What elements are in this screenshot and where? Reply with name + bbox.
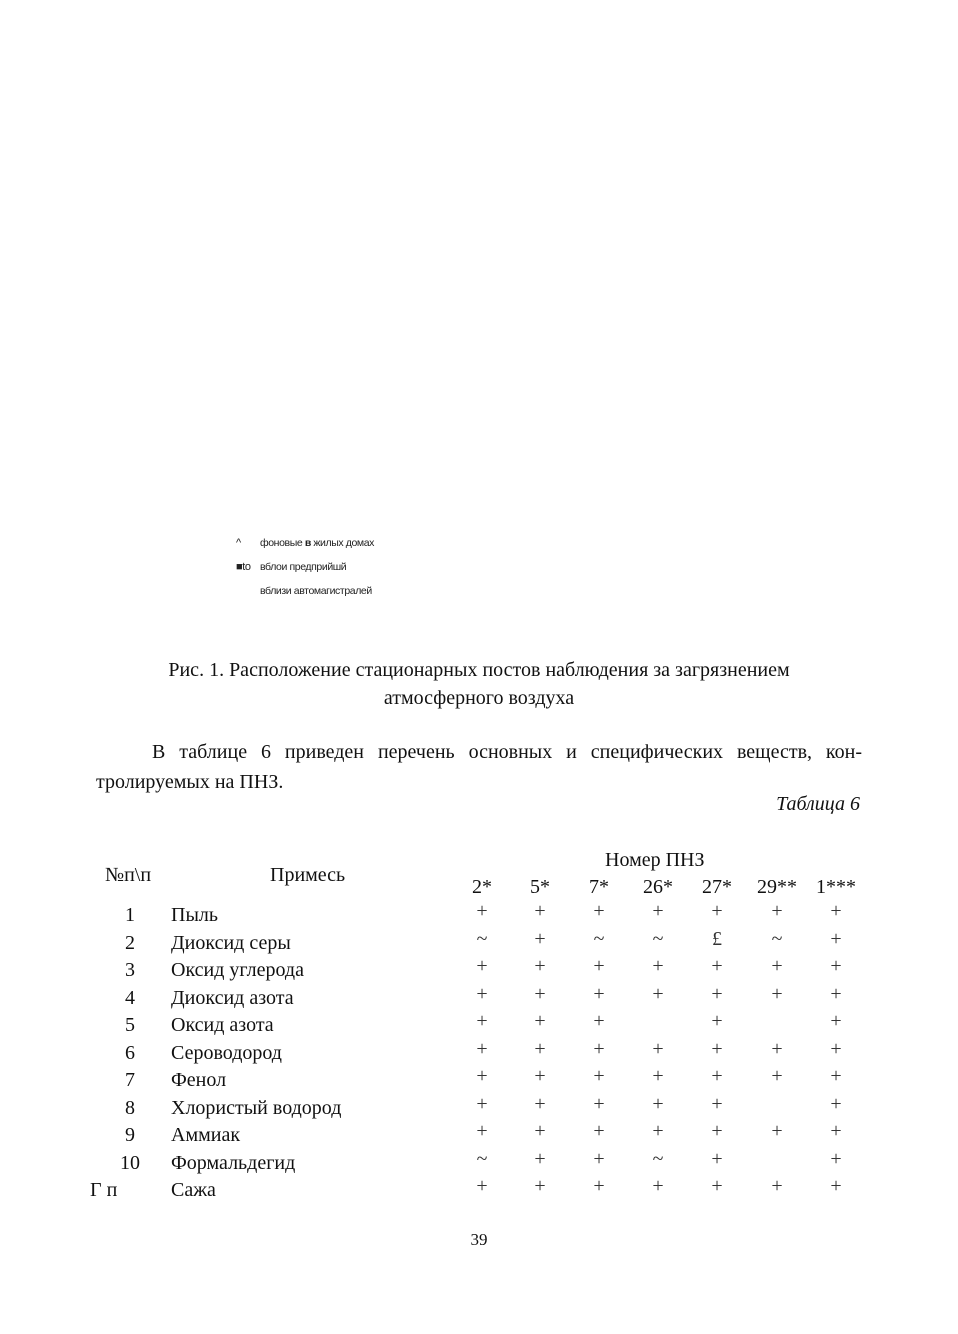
substance-name: Пыль bbox=[171, 904, 218, 926]
figure-caption-line-2: атмосферного воздуха bbox=[383, 687, 575, 709]
presence-mark: ~ bbox=[652, 927, 664, 950]
row-number: 8 bbox=[125, 1096, 135, 1119]
figure-caption bbox=[96, 656, 862, 712]
presence-mark: + bbox=[771, 955, 783, 977]
presence-mark: + bbox=[534, 1175, 546, 1197]
presence-mark: + bbox=[652, 1120, 664, 1142]
row-number: 4 bbox=[125, 986, 135, 1009]
post-number-header: 1*** bbox=[816, 876, 856, 898]
presence-mark: + bbox=[830, 1092, 842, 1115]
presence-mark: ~ bbox=[476, 927, 488, 950]
post-number-header: 7* bbox=[589, 876, 609, 898]
presence-mark: + bbox=[476, 1037, 488, 1060]
presence-mark: + bbox=[476, 900, 488, 922]
presence-mark: + bbox=[771, 1175, 783, 1197]
presence-mark: + bbox=[652, 982, 664, 1005]
presence-mark: + bbox=[652, 1092, 664, 1115]
presence-mark: + bbox=[534, 1147, 546, 1170]
presence-mark: + bbox=[711, 1010, 723, 1032]
presence-mark: + bbox=[652, 1065, 664, 1087]
legend-item bbox=[236, 579, 374, 603]
presence-mark: + bbox=[652, 1175, 664, 1197]
row-number: 9 bbox=[125, 1124, 135, 1146]
presence-mark: + bbox=[711, 900, 723, 922]
presence-mark: ~ bbox=[476, 1147, 488, 1170]
presence-mark: + bbox=[711, 1147, 723, 1170]
presence-mark: + bbox=[593, 900, 605, 922]
presence-mark: + bbox=[593, 1147, 605, 1170]
presence-mark: + bbox=[593, 1037, 605, 1060]
post-number-header: 26* bbox=[643, 876, 673, 898]
legend-label: вблои предприйшй bbox=[260, 561, 347, 573]
presence-mark: + bbox=[830, 900, 842, 922]
substance-name: Аммиак bbox=[171, 1124, 241, 1146]
column-header-substance: Примесь bbox=[270, 864, 346, 886]
presence-mark: + bbox=[476, 982, 488, 1005]
map-legend bbox=[236, 531, 374, 603]
paragraph-line-1: В таблице 6 приведен перечень основных и специфических веществ, кон- bbox=[152, 741, 862, 763]
legend-marker: ■to bbox=[236, 561, 251, 573]
paragraph-line-2: тролируемых на ПНЗ. bbox=[96, 771, 284, 793]
substance-name: Оксид углерода bbox=[171, 959, 304, 981]
body-paragraph bbox=[96, 737, 862, 797]
presence-mark: + bbox=[711, 1065, 723, 1087]
legend-label: вблизи автомагистралей bbox=[260, 585, 372, 597]
substance-name: Диоксид серы bbox=[171, 931, 291, 954]
presence-mark: + bbox=[830, 1037, 842, 1060]
presence-mark: + bbox=[771, 982, 783, 1005]
legend-item bbox=[236, 531, 374, 555]
presence-mark: + bbox=[476, 1175, 488, 1197]
row-number: 6 bbox=[125, 1041, 135, 1064]
presence-mark: + bbox=[593, 1175, 605, 1197]
presence-mark: + bbox=[534, 900, 546, 922]
presence-mark: + bbox=[593, 982, 605, 1005]
presence-mark: + bbox=[830, 1065, 842, 1087]
substance-name: Диоксид азота bbox=[171, 986, 294, 1009]
presence-mark: + bbox=[771, 900, 783, 922]
presence-mark: + bbox=[534, 1037, 546, 1060]
presence-mark: + bbox=[830, 1120, 842, 1142]
presence-mark: + bbox=[593, 955, 605, 977]
presence-mark: ~ bbox=[771, 927, 783, 950]
presence-mark: + bbox=[711, 955, 723, 977]
legend-label: фоновые в жилых домах bbox=[260, 537, 374, 549]
page-number: 39 bbox=[470, 1230, 488, 1249]
presence-mark: + bbox=[652, 900, 664, 922]
substance-name: Хлористый водород bbox=[171, 1096, 342, 1119]
legend-marker: ^ bbox=[236, 537, 241, 549]
table-label: Таблица 6 bbox=[776, 793, 860, 815]
presence-mark: + bbox=[476, 1065, 488, 1087]
presence-mark: + bbox=[830, 955, 842, 977]
row-number: 7 bbox=[125, 1069, 135, 1091]
presence-mark: + bbox=[830, 927, 842, 950]
presence-mark: + bbox=[711, 1092, 723, 1115]
row-number: 1 bbox=[125, 904, 135, 926]
row-number: 3 bbox=[125, 959, 135, 981]
presence-mark: + bbox=[534, 927, 546, 950]
substance-name: Формальдегид bbox=[171, 1151, 296, 1174]
presence-mark: + bbox=[652, 955, 664, 977]
presence-mark: + bbox=[476, 955, 488, 977]
presence-mark: + bbox=[711, 982, 723, 1005]
column-header-number: №п\п bbox=[105, 864, 152, 886]
presence-mark: ~ bbox=[652, 1147, 664, 1170]
presence-mark: £ bbox=[712, 927, 722, 950]
presence-mark: + bbox=[830, 1175, 842, 1197]
presence-mark: + bbox=[534, 1010, 546, 1032]
presence-mark: + bbox=[593, 1092, 605, 1115]
post-number-header: 2* bbox=[472, 876, 492, 898]
presence-mark: + bbox=[534, 1065, 546, 1087]
presence-mark: + bbox=[593, 1120, 605, 1142]
presence-mark: + bbox=[476, 1092, 488, 1115]
presence-mark: + bbox=[830, 1147, 842, 1170]
presence-mark: + bbox=[711, 1120, 723, 1142]
presence-mark: + bbox=[830, 1010, 842, 1032]
presence-mark: + bbox=[476, 1120, 488, 1142]
presence-mark: + bbox=[652, 1037, 664, 1060]
presence-mark: + bbox=[711, 1175, 723, 1197]
presence-mark: + bbox=[534, 982, 546, 1005]
substance-name: Фенол bbox=[171, 1069, 227, 1091]
presence-mark: + bbox=[593, 1010, 605, 1032]
row-number: Г п bbox=[90, 1179, 118, 1201]
presence-mark: + bbox=[534, 1092, 546, 1115]
substance-name: Сажа bbox=[171, 1179, 216, 1201]
substance-name: Оксид азота bbox=[171, 1014, 274, 1036]
post-number-header: 29** bbox=[757, 876, 797, 898]
substance-name: Сероводород bbox=[171, 1041, 282, 1064]
legend-item bbox=[236, 555, 374, 579]
figure-caption-line-1: Рис. 1. Расположение стационарных постов наблюдения за загрязнением bbox=[168, 659, 790, 681]
presence-mark: + bbox=[711, 1037, 723, 1060]
presence-mark: + bbox=[771, 1120, 783, 1142]
presence-mark: + bbox=[476, 1010, 488, 1032]
presence-mark: + bbox=[534, 955, 546, 977]
row-number: 2 bbox=[125, 931, 135, 954]
post-number-header: 27* bbox=[702, 876, 732, 898]
presence-mark: + bbox=[771, 1037, 783, 1060]
presence-mark: ~ bbox=[593, 927, 605, 950]
presence-mark: + bbox=[534, 1120, 546, 1142]
column-header-post-group: Номер ПНЗ bbox=[605, 849, 705, 871]
presence-mark: + bbox=[593, 1065, 605, 1087]
presence-mark: + bbox=[830, 982, 842, 1005]
row-number: 10 bbox=[120, 1151, 140, 1174]
row-number: 5 bbox=[125, 1014, 135, 1036]
post-number-header: 5* bbox=[530, 876, 550, 898]
presence-mark: + bbox=[771, 1065, 783, 1087]
